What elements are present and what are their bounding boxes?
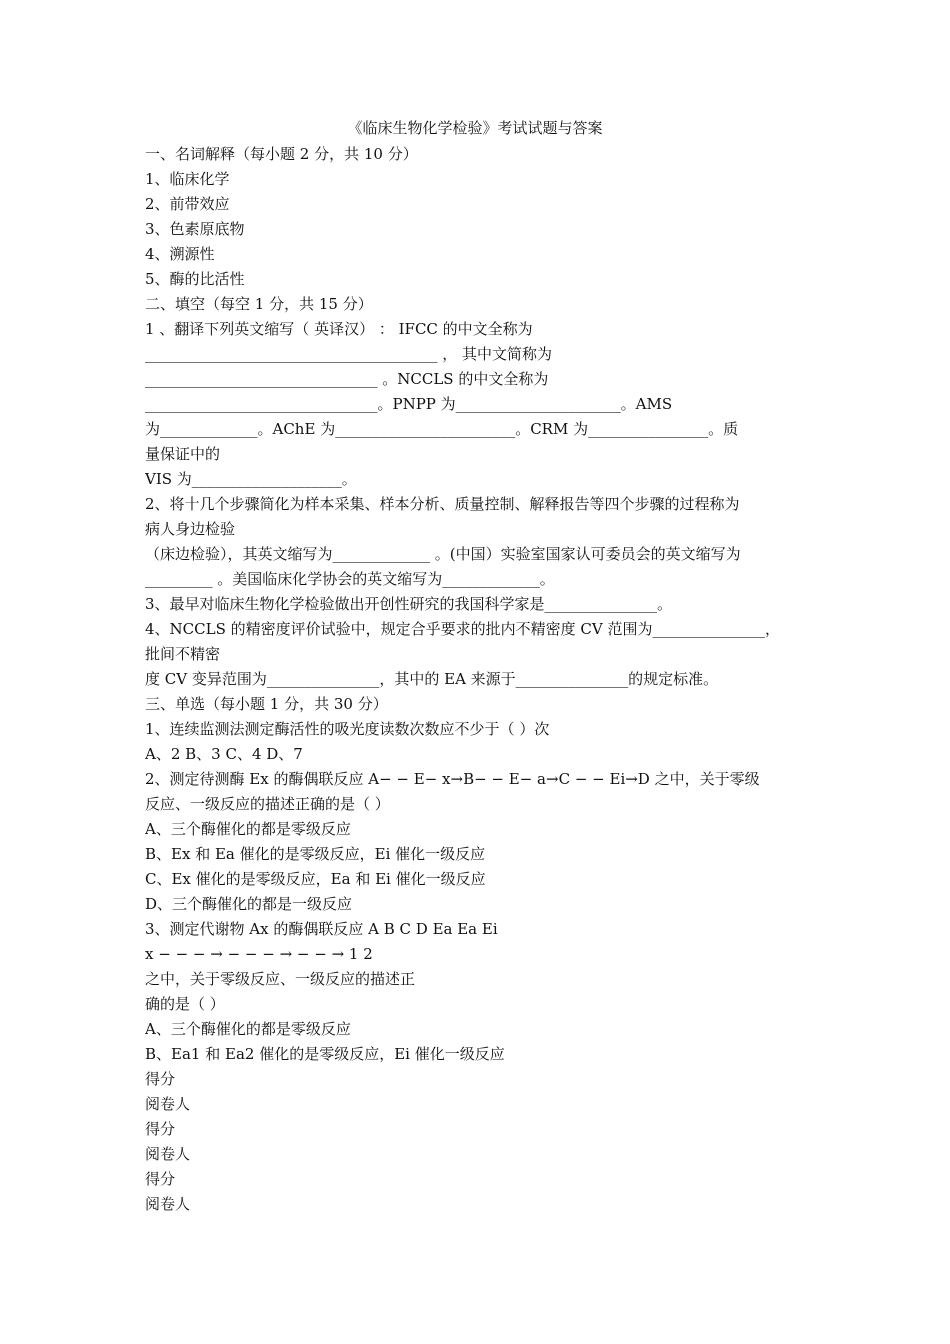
text-line: 2、测定待测酶 Ex 的酶偶联反应 A− − E− x→B− − E− a→C − − Ei→D 之中，关于零级 xyxy=(145,770,760,788)
text-line: D、三个酶催化的都是一级反应 xyxy=(145,895,353,913)
text-line: 4、NCCLS 的精密度评价试验中，规定合乎要求的批内不精密度 CV 范围为_______________， xyxy=(145,620,780,638)
text-line: _______________________________ 。NCCLS 的中文全称为 xyxy=(145,370,549,388)
text-line: _______________________________。PNPP 为______________________。AMS xyxy=(145,395,673,413)
text-line: （床边检验），其英文缩写为_____________ 。(中国）实验室国家认可委员会的英文缩写为 xyxy=(145,545,741,563)
text-line: 确的是（ ） xyxy=(145,995,225,1013)
text-line: B、Ea1 和 Ea2 催化的是零级反应，Ei 催化一级反应 xyxy=(145,1045,505,1063)
section-heading-fill-in: 二、填空（每空 1 分，共 15 分） xyxy=(145,295,373,313)
document-title: 《临床生物化学检验》考试试题与答案 xyxy=(347,119,603,137)
text-line: 量保证中的 xyxy=(145,445,221,463)
text-line: 为_____________。AChE 为________________________。CRM 为________________。质 xyxy=(145,420,739,438)
text-line: 1 、翻译下列英文缩写（ 英译汉） ： IFCC 的中文全称为 xyxy=(145,320,533,338)
grader-label: 阅卷人 xyxy=(145,1145,191,1163)
text-line: B、Ex 和 Ea 催化的是零级反应，Ei 催化一级反应 xyxy=(145,845,486,863)
text-line: 3、最早对临床生物化学检验做出开创性研究的我国科学家是_______________。 xyxy=(145,595,673,613)
text-line: A、三个酶催化的都是零级反应 xyxy=(145,820,351,838)
text-line: A、2 B、3 C、4 D、7 xyxy=(145,745,303,763)
text-line: 4、溯源性 xyxy=(145,245,215,263)
text-line: 之中，关于零级反应、一级反应的描述正 xyxy=(145,970,416,988)
text-line: x − − − → − − − → − − → 1 2 xyxy=(145,945,373,963)
text-line: A、三个酶催化的都是零级反应 xyxy=(145,1020,351,1038)
text-line: 度 CV 变异范围为_______________，其中的 EA 来源于_______________的规定标准。 xyxy=(145,670,719,688)
text-line: 5、酶的比活性 xyxy=(145,270,245,288)
text-line: _______________________________________ ， 其中文简称为 xyxy=(145,345,553,363)
score-label: 得分 xyxy=(145,1070,176,1088)
text-line: 2、将十几个步骤简化为样本采集、样本分析、质量控制、解释报告等四个步骤的过程称为 xyxy=(145,495,740,513)
text-line: 3、测定代谢物 Ax 的酶偶联反应 A B C D Ea Ea Ei xyxy=(145,920,498,938)
section-heading-single-choice: 三、单选（每小题 1 分，共 30 分） xyxy=(145,695,388,713)
text-line: _________ 。美国临床化学协会的英文缩写为_____________。 xyxy=(145,570,555,588)
text-line: 1、连续监测法测定酶活性的吸光度读数次数应不少于（ ）次 xyxy=(145,720,550,738)
text-line: 2、前带效应 xyxy=(145,195,230,213)
text-line: 批间不精密 xyxy=(145,645,221,663)
score-label: 得分 xyxy=(145,1170,176,1188)
text-line: 反应、一级反应的描述正确的是（ ） xyxy=(145,795,390,813)
grader-label: 阅卷人 xyxy=(145,1195,191,1213)
text-line: 3、色素原底物 xyxy=(145,220,245,238)
section-heading-definitions: 一、名词解释（每小题 2 分，共 10 分） xyxy=(145,145,418,163)
text-line: C、Ex 催化的是零级反应，Ea 和 Ei 催化一级反应 xyxy=(145,870,486,888)
text-line: 1、临床化学 xyxy=(145,170,230,188)
text-line: 病人身边检验 xyxy=(145,520,236,538)
grader-label: 阅卷人 xyxy=(145,1095,191,1113)
text-line: VIS 为____________________。 xyxy=(145,470,357,488)
score-label: 得分 xyxy=(145,1120,176,1138)
document-body xyxy=(145,142,810,1217)
